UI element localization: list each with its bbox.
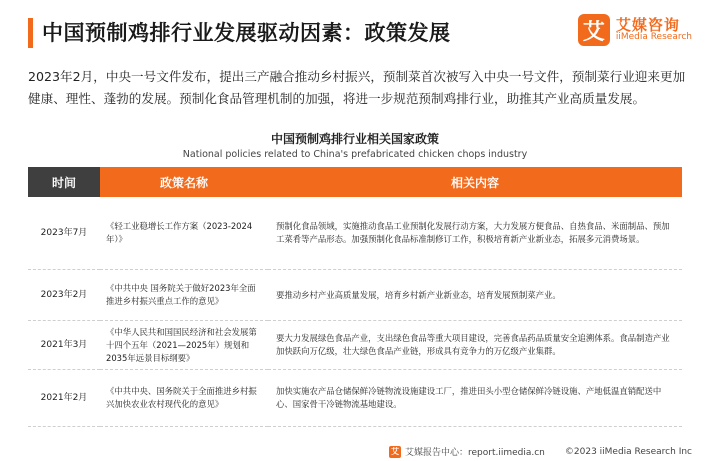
page-title: 中国预制鸡排行业发展驱动因素：政策发展: [42, 21, 451, 45]
row-time: 2021年2月: [28, 370, 100, 427]
policy-table: [28, 167, 682, 427]
footer-source[interactable]: 艾媒报告中心：report.iimedia.cn: [404, 448, 545, 458]
row-content: 要大力发展绿色食品产业，支出绿色食品等重大项目建设，完善食品药品质量安全追溯体系。食品制造产业加快跃向万亿级，壮大绿色食品产业链，形成具有竞争力的万亿级产业集群。: [268, 321, 682, 370]
table-subtitle: National policies related to China's prefabricated chicken chops industry: [182, 149, 528, 160]
brand-logo: [578, 14, 692, 46]
footer: [389, 445, 692, 458]
row-policy: 《中共中央、国务院关于全面推进乡村振兴加快农业农村现代化的意见》: [100, 370, 268, 427]
table-title: 中国预制鸡排行业相关国家政策: [270, 132, 439, 146]
intro-paragraph: 2023年2月，中央一号文件发布，提出三产融合推动乡村振兴，预制菜首次被写入中央一号文件，预制菜行业迎来更加健康、理性、蓬勃的发展。预制化食品管理机制的加强，将进一步规范预制鸡排行业，助推其产业高质量发展。: [28, 69, 686, 106]
header-policy: 政策名称: [100, 167, 268, 197]
row-time: 2023年7月: [28, 197, 100, 270]
table-row: [28, 370, 682, 427]
logo-mark-icon: 艾: [578, 14, 610, 46]
row-time: 2021年3月: [28, 321, 100, 370]
row-policy: 《轻工业稳增长工作方案（2023-2024年）》: [100, 197, 268, 270]
logo-cn: 艾媒咨询: [615, 15, 680, 34]
logo-en: iiMedia Research: [615, 32, 692, 43]
table-row: [28, 270, 682, 321]
header-time: 时间: [28, 167, 100, 197]
report-center-icon: 艾: [390, 447, 399, 456]
row-policy: 《中共中央 国务院关于做好2023年全面推进乡村振兴重点工作的意见》: [100, 270, 268, 321]
logo-text: [616, 17, 692, 43]
table-header-row: [28, 167, 682, 197]
row-content: 加快实施农产品仓储保鲜冷链物流设施建设工厂，推进田头小型仓储保鲜冷链设施、产地低温直销配送中心、国家骨干冷链物流基地建设。: [268, 370, 682, 427]
table-row: [28, 197, 682, 270]
row-content: 预制化食品领域，实施推动食品工业预制化发展行动方案，大力发展方便食品、自热食品、米面制品、预加工菜肴等产品形态。加强预制化食品标准制修订工作，积极培育新产业新业态，拓展多元消费场景。: [268, 197, 682, 270]
header-content: 相关内容: [268, 167, 682, 197]
row-content: 要推动乡村产业高质量发展，培育乡村新产业新业态，培育发展预制菜产业。: [268, 270, 682, 321]
footer-copyright: ©2023 iiMedia Research Inc: [564, 446, 692, 457]
title-accent-bar: [28, 18, 33, 48]
row-time: 2023年2月: [28, 270, 100, 321]
table-row: [28, 321, 682, 370]
row-policy: 《中华人民共和国国民经济和社会发展第十四个五年（2021—2025年）规划和2035年远景目标纲要》: [100, 321, 268, 370]
